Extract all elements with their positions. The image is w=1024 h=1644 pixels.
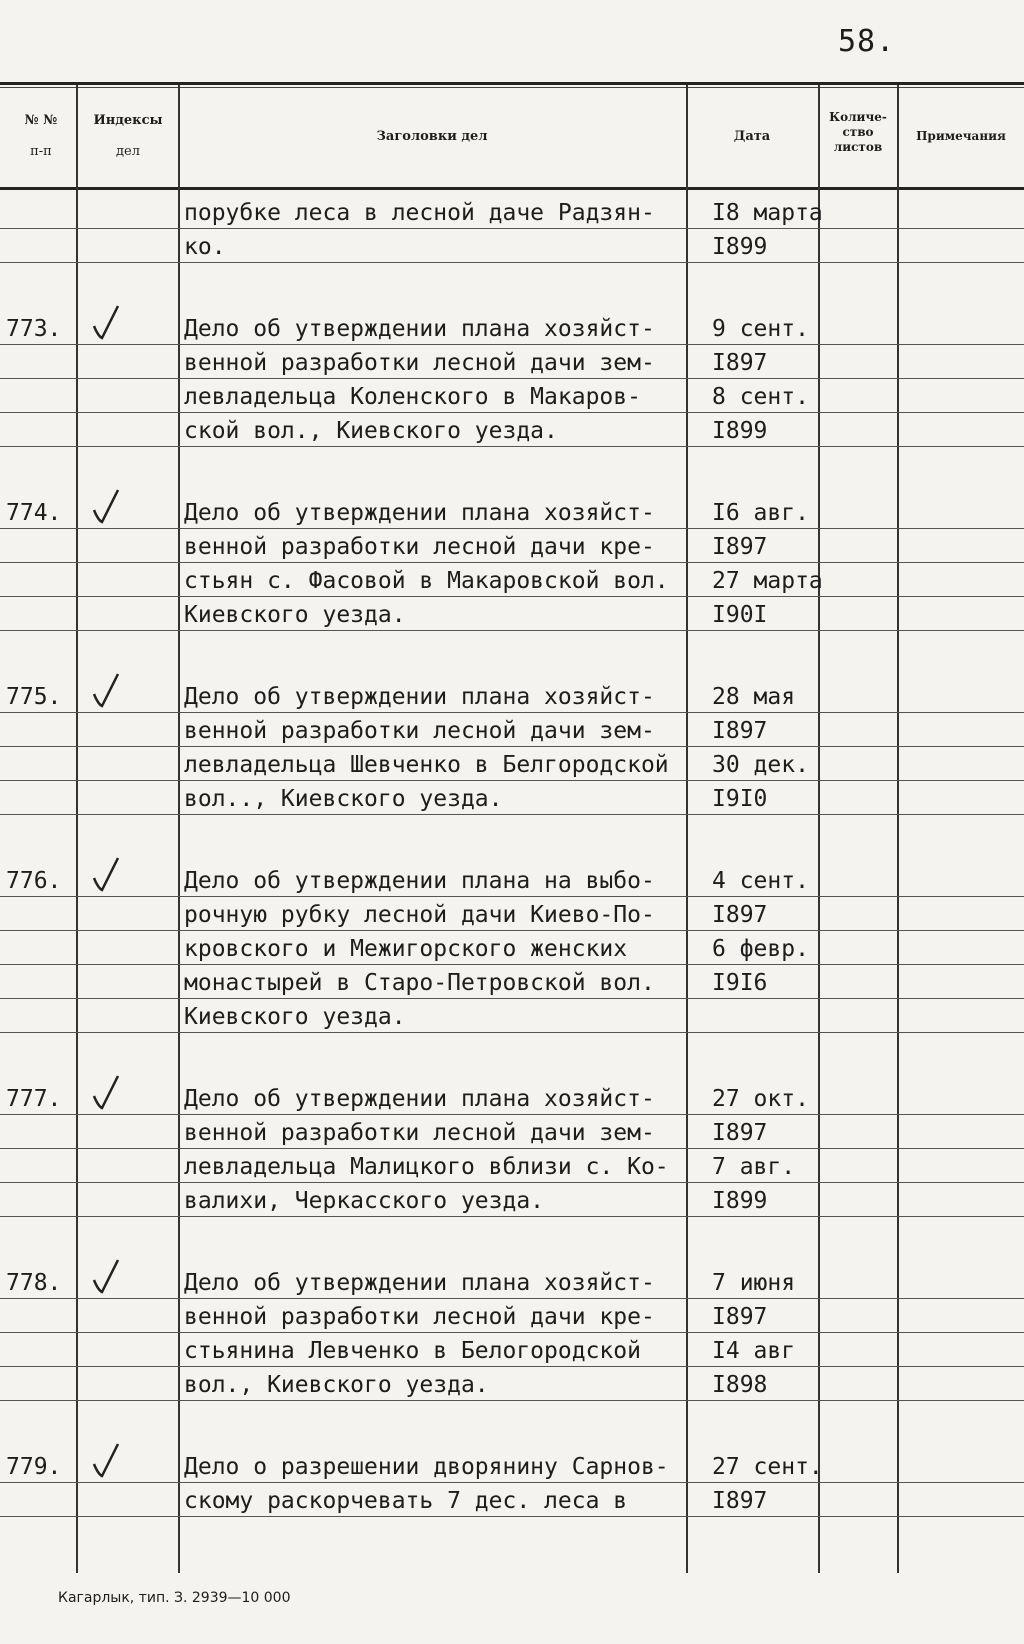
entry-text-line: вол.., Киевского уезда.	[184, 786, 503, 812]
entry-number: 774.	[6, 500, 62, 526]
ruled-line	[0, 262, 1024, 263]
ruled-line	[0, 1032, 1024, 1033]
table-top-rule	[0, 82, 1024, 85]
entry-date: I9I0	[712, 786, 768, 812]
entry-text-line: Дело об утверждении плана хозяйст-	[184, 316, 655, 342]
entry-text-line: венной разработки лесной дачи зем-	[184, 1120, 655, 1146]
entry-date: 30 дек.	[712, 752, 809, 778]
ruled-line	[0, 630, 1024, 631]
entry-number: 777.	[6, 1086, 62, 1112]
entry-text-line: стьян с. Фасовой в Макаровской вол.	[184, 568, 669, 594]
header-num-bottom: п-п	[30, 144, 52, 159]
entry-text-line: Дело об утверждении плана на выбо-	[184, 868, 655, 894]
header-count-2: ство	[842, 125, 874, 139]
entry-number: 773.	[6, 316, 62, 342]
entry-date: 4 сент.	[712, 868, 809, 894]
entry-date: 27 марта	[712, 568, 823, 594]
entry-date: I899	[712, 418, 768, 444]
entry-date: I899	[712, 1188, 768, 1214]
entry-text-line: венной разработки лесной дачи зем-	[184, 350, 655, 376]
header-index-bottom: дел	[116, 144, 140, 159]
entry-date: I897	[712, 1304, 768, 1330]
entry-date: 7 авг.	[712, 1154, 796, 1180]
column-divider	[897, 85, 899, 1573]
entry-date: I8 марта	[712, 200, 823, 226]
entry-text-line: венной разработки лесной дачи кре-	[184, 534, 655, 560]
entry-number: 776.	[6, 868, 62, 894]
entry-text-line: Дело об утверждении плана хозяйст-	[184, 500, 655, 526]
entry-date: 28 мая	[712, 684, 796, 710]
entry-date: 7 июня	[712, 1270, 796, 1296]
check-mark-icon	[88, 1256, 128, 1296]
entry-date: I4 авг	[712, 1338, 796, 1364]
entry-date: 8 сент.	[712, 384, 809, 410]
entry-number: 778.	[6, 1270, 62, 1296]
entry-date: I897	[712, 902, 768, 928]
entry-date: I899	[712, 234, 768, 260]
entry-text-line: левладельца Коленского в Макаров-	[184, 384, 641, 410]
check-mark-icon	[88, 670, 128, 710]
entry-text-line: венной разработки лесной дачи зем-	[184, 718, 655, 744]
header-count-1: Количе-	[829, 110, 887, 124]
entry-text-line: рочную рубку лесной дачи Киево-По-	[184, 902, 655, 928]
entry-text-line: Киевского уезда.	[184, 1004, 406, 1030]
check-mark-icon	[88, 302, 128, 342]
header-num-top: № №	[24, 113, 58, 128]
entry-text-line: кровского и Межигорского женских	[184, 936, 628, 962]
entry-text-line: вол., Киевского уезда.	[184, 1372, 489, 1398]
printer-imprint: Кагарлык, тип. З. 2939—10 000	[58, 1590, 291, 1606]
entry-text-line: левладельца Малицкого вблизи с. Ко-	[184, 1154, 669, 1180]
check-mark-icon	[88, 486, 128, 526]
entry-text-line: Дело о разрешении дворянину Сарнов-	[184, 1454, 669, 1480]
check-mark-icon	[88, 1440, 128, 1480]
header-notes: Примечания	[916, 129, 1006, 143]
column-divider	[76, 85, 78, 1573]
entry-date: 27 сент.	[712, 1454, 823, 1480]
header-num	[8, 112, 74, 160]
check-mark-icon	[88, 1072, 128, 1112]
ruled-line	[0, 814, 1024, 815]
entry-text-line: левладельца Шевченко в Белгородской	[184, 752, 669, 778]
entry-text-line: венной разработки лесной дачи кре-	[184, 1304, 655, 1330]
entry-date: I897	[712, 718, 768, 744]
entry-date: I897	[712, 534, 768, 560]
entry-date: I897	[712, 350, 768, 376]
page-number: 58.	[838, 24, 896, 59]
entry-date: 27 окт.	[712, 1086, 809, 1112]
ruled-line	[0, 1400, 1024, 1401]
table-top-rule-thin	[0, 87, 1024, 88]
column-divider	[178, 85, 180, 1573]
entry-date: I90I	[712, 602, 768, 628]
entry-date: 6 февр.	[712, 936, 809, 962]
entry-text-line: Дело об утверждении плана хозяйст-	[184, 684, 655, 710]
entry-date: I9I6	[712, 970, 768, 996]
entry-text-line: ской вол., Киевского уезда.	[184, 418, 558, 444]
header-title: Заголовки дел	[376, 129, 488, 144]
entry-text-line: Дело об утверждении плана хозяйст-	[184, 1086, 655, 1112]
entry-text-line: Дело об утверждении плана хозяйст-	[184, 1270, 655, 1296]
entry-date: I898	[712, 1372, 768, 1398]
entry-number: 779.	[6, 1454, 62, 1480]
column-divider	[686, 85, 688, 1573]
entry-date: I897	[712, 1120, 768, 1146]
table-header-rule	[0, 187, 1024, 190]
header-index-top: Индексы	[93, 113, 163, 128]
entry-text-line: стьянина Левченко в Белогородской	[184, 1338, 641, 1364]
column-divider	[818, 85, 820, 1573]
header-count-3: листов	[833, 140, 883, 154]
header-count	[819, 110, 897, 155]
entry-text-line: монастырей в Старо-Петровской вол.	[184, 970, 655, 996]
header-index	[80, 112, 176, 160]
header-date: Дата	[733, 129, 771, 144]
check-mark-icon	[88, 854, 128, 894]
entry-date: I897	[712, 1488, 768, 1514]
entry-date: 9 сент.	[712, 316, 809, 342]
entry-text-line: ко.	[184, 234, 226, 260]
entry-text-line: скому раскорчевать 7 дес. леса в	[184, 1488, 628, 1514]
entry-text-line: Киевского уезда.	[184, 602, 406, 628]
entry-date: I6 авг.	[712, 500, 809, 526]
entry-text-line: валихи, Черкасского уезда.	[184, 1188, 545, 1214]
entry-number: 775.	[6, 684, 62, 710]
entry-text-line: порубке леса в лесной даче Радзян-	[184, 200, 655, 226]
